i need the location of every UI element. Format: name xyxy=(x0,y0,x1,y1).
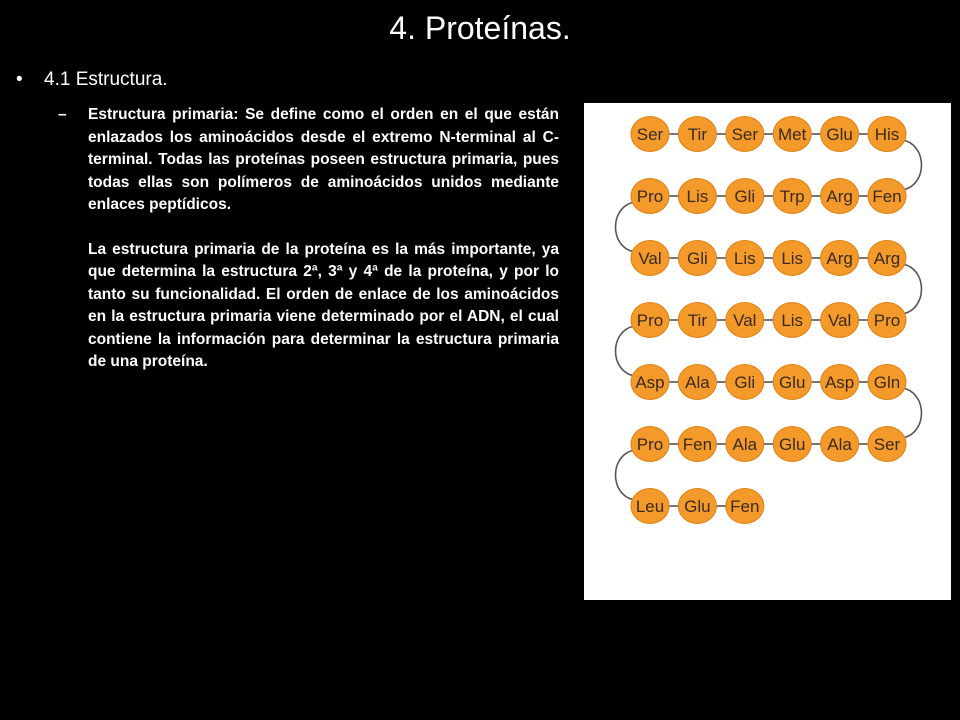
amino-acid-label: Asp xyxy=(824,373,855,392)
amino-acid-chain-figure xyxy=(584,103,951,600)
slide-title: 4. Proteínas. xyxy=(389,10,571,46)
amino-acid-label: Lis xyxy=(686,187,709,206)
amino-acid-label: Glu xyxy=(684,497,711,516)
amino-acid-label: Arg xyxy=(826,249,853,268)
amino-acid-label: Met xyxy=(778,125,807,144)
amino-acid-label: Ala xyxy=(827,435,852,454)
amino-acid-label: Val xyxy=(733,311,757,330)
amino-acid-label: Arg xyxy=(826,187,853,206)
amino-acid-label: Ser xyxy=(873,435,901,454)
chain-turn-link xyxy=(902,140,922,190)
amino-acid-label: Pro xyxy=(636,311,664,330)
amino-acid-label: Fen xyxy=(682,435,713,454)
amino-acid-label: Gli xyxy=(734,187,756,206)
chain-turn-link xyxy=(616,202,636,252)
amino-acid-label: Ser xyxy=(731,125,759,144)
amino-acid-label: Lis xyxy=(733,249,756,268)
amino-acid-label: Ser xyxy=(636,125,664,144)
amino-acid-label: Ala xyxy=(685,373,710,392)
amino-acid-label: Gln xyxy=(873,373,901,392)
chain-turn-link xyxy=(902,388,922,438)
amino-acid-label: Val xyxy=(827,311,852,330)
amino-acid-label: Gli xyxy=(734,373,756,392)
bullet-label: 4.1 Estructura. xyxy=(44,69,168,90)
paragraph-primary-structure: Estructura primaria: Se define como el orden en el que están enlazados los aminoácidos desde el extremo N-terminal al C-terminal. Todas las proteínas poseen estructura primaria, pues todas ellas son polímeros de aminoácidos unidos mediante enlaces peptídicos. xyxy=(88,106,559,213)
chain-turn-link xyxy=(616,450,636,500)
bullet-item xyxy=(16,68,168,92)
bullet-icon: • xyxy=(16,69,23,90)
dash-icon: – xyxy=(58,106,67,123)
amino-acid-label: Fen xyxy=(730,497,760,516)
amino-acid-label: Glu xyxy=(778,435,806,454)
amino-acid-label: Pro xyxy=(636,187,664,206)
amino-acid-label: Glu xyxy=(826,125,853,144)
amino-acid-label: Glu xyxy=(778,373,806,392)
amino-acid-label: Ala xyxy=(732,435,758,454)
amino-acid-label: Val xyxy=(638,249,662,268)
chain-turn-link xyxy=(902,264,922,314)
chain-turn-link xyxy=(616,326,636,376)
amino-acid-label: Pro xyxy=(873,311,901,330)
amino-acid-label: Trp xyxy=(779,187,805,206)
amino-acid-label: Tir xyxy=(687,125,708,144)
amino-acid-label: Fen xyxy=(872,187,902,206)
sub-bullet-block xyxy=(58,104,559,374)
paragraph-importance: La estructura primaria de la proteína es la más importante, ya que determina la estructura 2ª, 3ª y 4ª de la proteína, y por lo tanto su funcionalidad. El orden de enlace de los aminoácidos en la estructura primaria viene determinado por el ADN, el cual contiene la información para determinar la estructura primaria de una proteína. xyxy=(88,240,559,370)
amino-acid-label: Pro xyxy=(636,435,664,454)
amino-acid-label: Gli xyxy=(687,249,708,268)
amino-acid-label: Leu xyxy=(635,497,665,516)
amino-acid-label: His xyxy=(874,125,900,144)
amino-acid-chain-svg xyxy=(584,103,951,600)
amino-acid-label: Lis xyxy=(781,249,804,268)
amino-acid-label: Arg xyxy=(873,249,901,268)
amino-acid-label: Asp xyxy=(635,373,665,392)
amino-acid-label: Tir xyxy=(687,311,708,330)
amino-acid-label: Lis xyxy=(781,311,804,330)
